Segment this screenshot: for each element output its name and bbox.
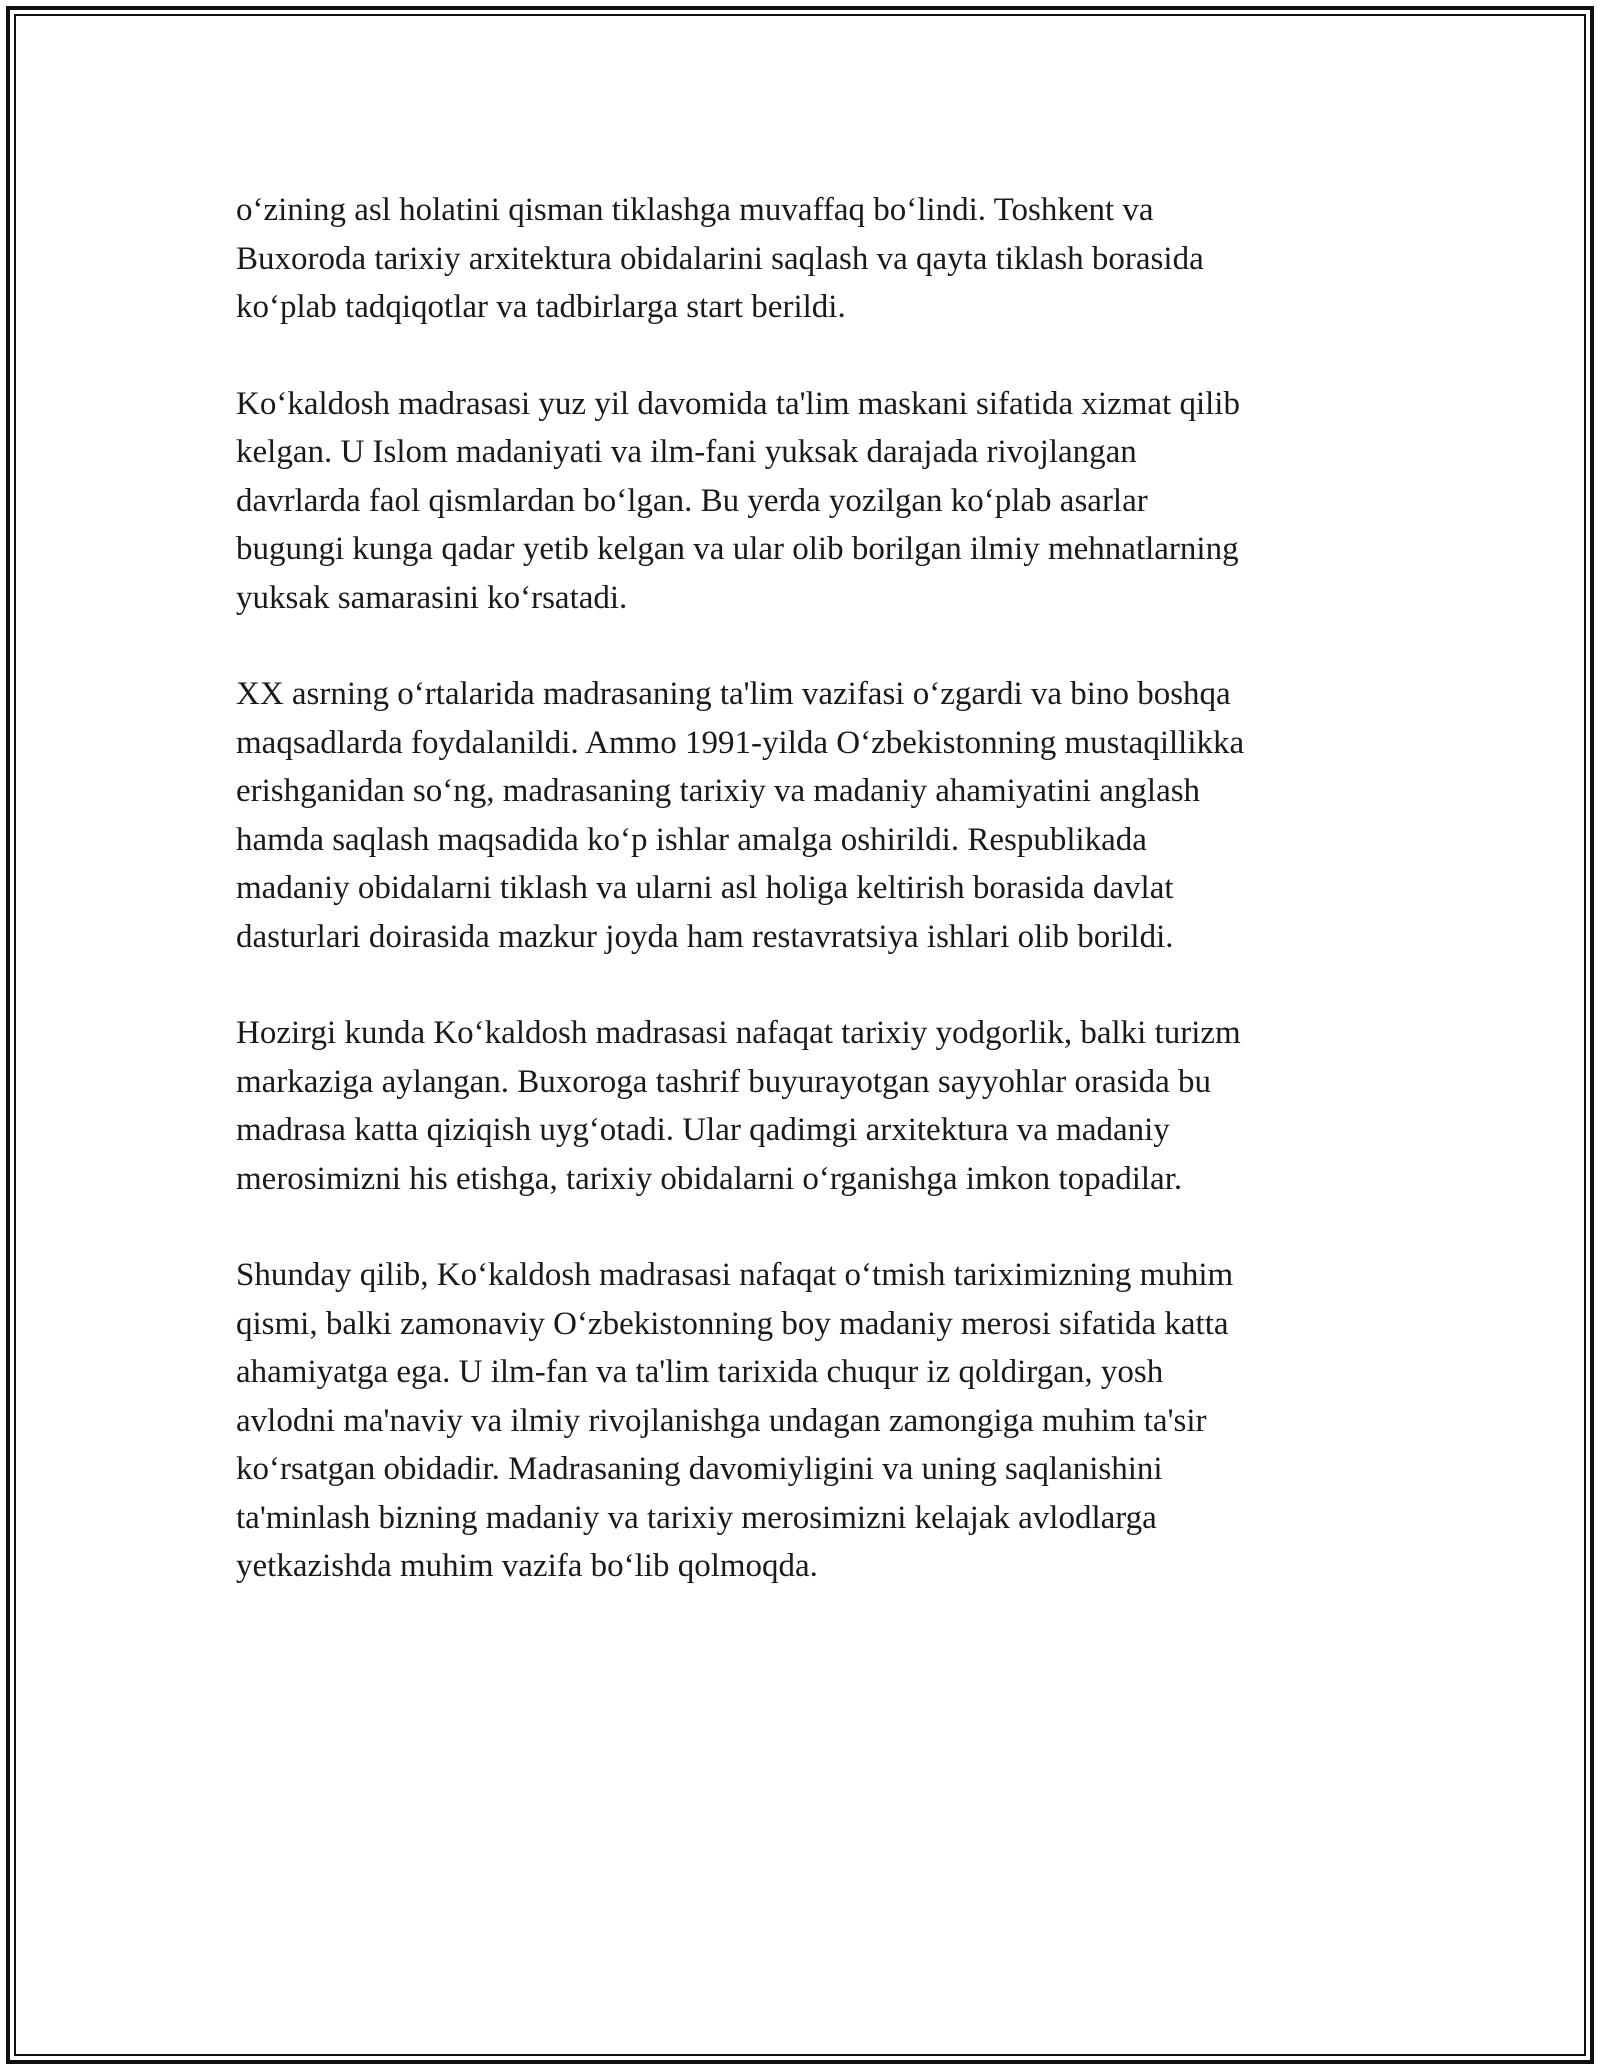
document-body — [236, 186, 1376, 1639]
text-line: ko‘rsatgan obidadir. Madrasaning davomiyligini va uning saqlanishini — [236, 1451, 1163, 1487]
text-line: markaziga aylangan. Buxoroga tashrif buyurayotgan sayyohlar orasida bu — [236, 1063, 1212, 1100]
text-line: hamda saqlash maqsadida ko‘p ishlar amalga oshirildi. Respublikada — [236, 821, 1147, 858]
paragraph-2 — [236, 380, 1376, 623]
text-line: ahamiyatga ega. U ilm-fan va ta'lim tarixida chuqur iz qoldirgan, yosh — [236, 1354, 1164, 1390]
text-line: o‘zining asl holatini qisman tiklashga muvaffaq bo‘lindi. Toshkent va — [236, 192, 1154, 228]
text-line: Ko‘kaldosh madrasasi yuz yil davomida ta'lim maskani sifatida xizmat qilib — [236, 385, 1240, 422]
text-line: Hozirgi kunda Ko‘kaldosh madrasasi nafaqat tarixiy yodgorlik, balki turizm — [236, 1015, 1241, 1051]
paragraph-5 — [236, 1251, 1376, 1591]
text-line: qismi, balki zamonaviy O‘zbekistonning boy madaniy merosi sifatida katta — [236, 1305, 1229, 1342]
text-line: avlodni ma'naviy va ilmiy rivojlanishga undagan zamongiga muhim ta'sir — [236, 1402, 1207, 1439]
text-line: Buxoroda tarixiy arxitektura obidalarini saqlash va qayta tiklash borasida — [236, 240, 1204, 277]
paragraph-1 — [236, 186, 1376, 332]
text-line: dasturlari doirasida mazkur joyda ham restavratsiya ishlari olib borildi. — [236, 918, 1174, 955]
paragraph-4 — [236, 1009, 1376, 1203]
text-line: ta'minlash bizning madaniy va tarixiy merosimizni kelajak avlodlarga — [236, 1499, 1157, 1536]
paragraph-3 — [236, 670, 1376, 961]
text-line: Shunday qilib, Ko‘kaldosh madrasasi nafaqat o‘tmish tariximizning muhim — [236, 1257, 1234, 1293]
text-line: yetkazishda muhim vazifa bo‘lib qolmoqda. — [236, 1548, 818, 1584]
text-line: yuksak samarasini ko‘rsatadi. — [236, 579, 628, 616]
text-line: merosimizni his etishga, tarixiy obidalarni o‘rganishga imkon topadilar. — [236, 1160, 1183, 1197]
text-line: bugungi kunga qadar yetib kelgan va ular olib borilgan ilmiy mehnatlarning — [236, 531, 1239, 567]
text-line: madrasa katta qiziqish uyg‘otadi. Ular qadimgi arxitektura va madaniy — [236, 1112, 1170, 1148]
text-line: erishganidan so‘ng, madrasaning tarixiy va madaniy ahamiyatini anglash — [236, 773, 1201, 809]
text-line: maqsadlarda foydalanildi. Ammo 1991-yilda O‘zbekistonning mustaqillikka — [236, 724, 1245, 761]
text-line: kelgan. U Islom madaniyati va ilm-fani yuksak darajada rivojlangan — [236, 434, 1137, 470]
text-line: davrlarda faol qismlardan bo‘lgan. Bu yerda yozilgan ko‘plab asarlar — [236, 482, 1148, 519]
text-line: madaniy obidalarni tiklash va ularni asl holiga keltirish borasida davlat — [236, 870, 1174, 906]
text-line: XX asrning o‘rtalarida madrasaning ta'lim vazifasi o‘zgardi va bino boshqa — [236, 676, 1231, 712]
text-line: ko‘plab tadqiqotlar va tadbirlarga start berildi. — [236, 289, 846, 325]
